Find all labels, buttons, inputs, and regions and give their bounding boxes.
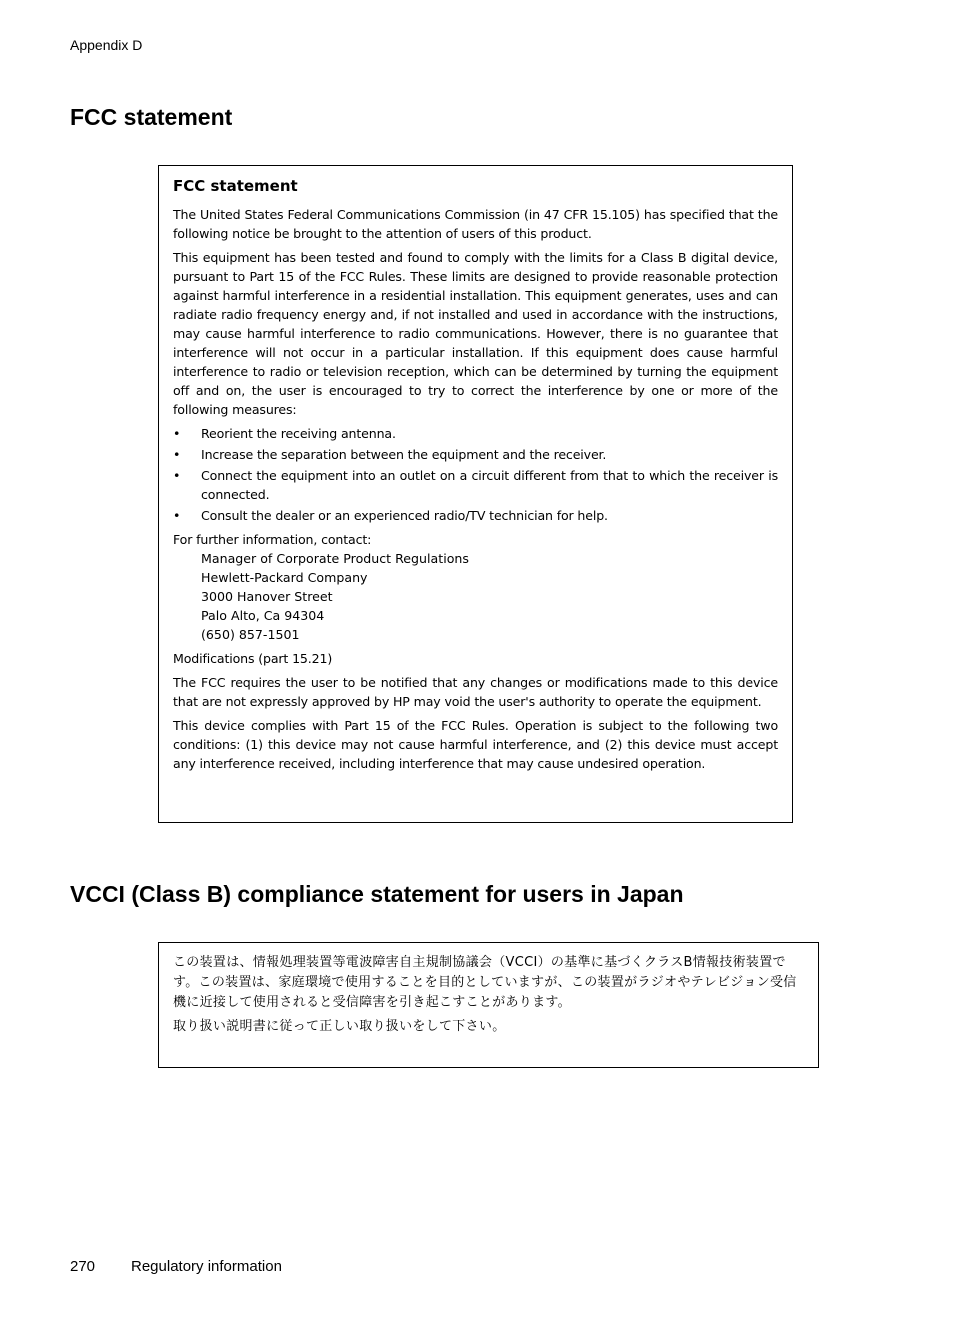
vcci-statement-box bbox=[158, 942, 819, 1068]
contact-address bbox=[173, 549, 778, 644]
contact-line: 3000 Hanover Street bbox=[201, 589, 333, 604]
list-item: • Reorient the receiving antenna. bbox=[173, 424, 778, 443]
vcci-paragraph-1: この装置は、情報処理装置等電波障害自主規制協議会（VCCI）の基準に基づくクラスB情報技術装置です。この装置は、家庭環境で使用することを目的としていますが、この装置がラジオやテレビジョン受信機に近接して使用されると受信障害を引き起こすことがあります。 bbox=[173, 955, 797, 1010]
fcc-paragraph-4: This device complies with Part 15 of the FCC Rules. Operation is subject to the following two conditions: (1) this device may not cause harmful interference, and (2) this device must accept any interference received, including interference that may cause undesired operation. bbox=[173, 718, 778, 771]
vcci-heading: VCCI (Class B) compliance statement for users in Japan bbox=[70, 881, 684, 907]
contact-line: Hewlett-Packard Company bbox=[201, 570, 368, 585]
appendix-label: Appendix D bbox=[70, 37, 143, 53]
fcc-box-title: FCC statement bbox=[173, 177, 298, 195]
vcci-paragraph-2: 取り扱い説明書に従って正しい取り扱いをして下さい。 bbox=[173, 1019, 506, 1034]
contact-intro: For further information, contact: bbox=[173, 532, 372, 547]
contact-line: Palo Alto, Ca 94304 bbox=[201, 608, 325, 623]
fcc-heading: FCC statement bbox=[70, 104, 233, 130]
footer-section-title: Regulatory information bbox=[131, 1258, 282, 1275]
fcc-measures-list bbox=[173, 424, 778, 525]
list-item: • Increase the separation between the equipment and the receiver. bbox=[173, 445, 778, 464]
fcc-statement-box bbox=[158, 165, 793, 823]
page-number: 270 bbox=[70, 1258, 96, 1275]
fcc-paragraph-3: The FCC requires the user to be notified that any changes or modifications made to this device that are not expressly approved by HP may void the user's authority to operate the equipment. bbox=[173, 675, 778, 709]
list-item: • Connect the equipment into an outlet on a circuit different from that to which the receiver is connected. bbox=[173, 466, 778, 504]
fcc-paragraph-1: The United States Federal Communications Commission (in 47 CFR 15.105) has specified that the following notice be brought to the attention of users of this product. bbox=[173, 207, 778, 241]
list-item: • Consult the dealer or an experienced radio/TV technician for help. bbox=[173, 506, 778, 525]
modifications-label: Modifications (part 15.21) bbox=[173, 651, 333, 666]
contact-line: Manager of Corporate Product Regulations bbox=[201, 551, 469, 566]
contact-line: (650) 857-1501 bbox=[201, 627, 300, 642]
fcc-paragraph-2: This equipment has been tested and found to comply with the limits for a Class B digital device, pursuant to Part 15 of the FCC Rules. These limits are designed to provide reasonable protection against harmful interference in a residential installation. This equipment generates, uses and can radiate radio frequency energy and, if not installed and used in accordance with the instructions, may cause harmful interference to radio communications. However, there is no guarantee that interference will not occur in a particular installation. If this equipment does cause harmful interference to radio or television reception, which can be determined by turning the equipment off and on, the user is encouraged to try to correct the interference by one or more of the following measures: bbox=[173, 250, 778, 417]
